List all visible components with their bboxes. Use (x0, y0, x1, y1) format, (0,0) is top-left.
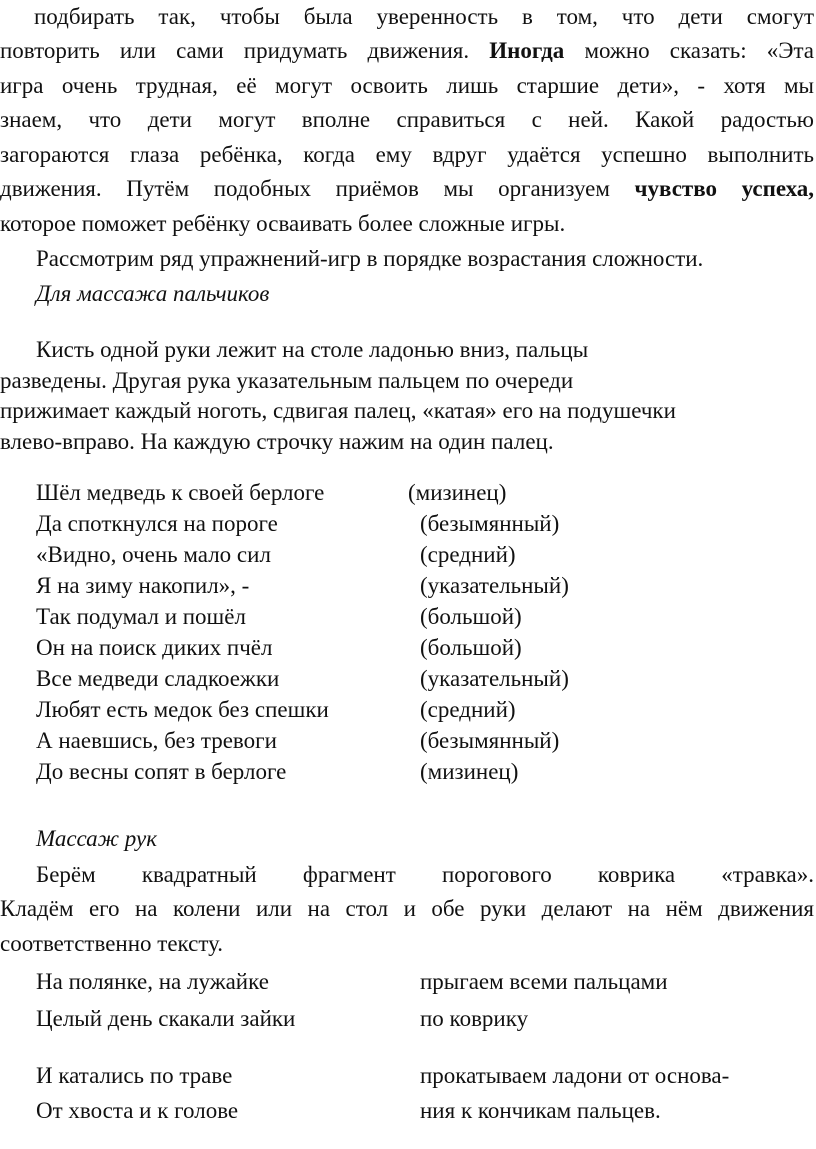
verse-action: ния к кончикам пальцев. (420, 1098, 661, 1123)
poem-finger: (средний) (420, 697, 516, 722)
verse-line: От хвоста и к голове (36, 1098, 239, 1123)
hand-massage-heading: Массаж рук (36, 826, 157, 851)
verse-action: прыгаем всеми пальцами (420, 969, 668, 994)
poem-line: Все медведи сладкоежки (36, 666, 280, 691)
finger-description-line: разведены. Другая рука указательным пальцем по очереди (0, 368, 574, 393)
poem-line: А наевшись, без тревоги (36, 728, 277, 753)
poem-finger: (безымянный) (420, 728, 560, 753)
hand-description-line: Кладём его на колени или на стол и обе руки делают на нём движения (0, 896, 814, 921)
poem-line: Шёл медведь к своей берлоге (36, 480, 325, 505)
poem-line: «Видно, очень мало сил (36, 542, 271, 567)
hand-description-line: соответственно тексту. (0, 931, 224, 956)
poem-line: Он на поиск диких пчёл (36, 635, 273, 660)
finger-description-line: прижимает каждый ноготь, сдвигая палец, «катая» его на подушечки (0, 398, 676, 423)
finger-description-line: Кисть одной руки лежит на столе ладонью вниз, пальцы (36, 337, 589, 362)
emphasis-sometimes: Иногда (489, 38, 565, 63)
consider-line: Рассмотрим ряд упражнений-игр в порядке возрастания сложности. (36, 246, 704, 271)
intro-line-3: игра очень трудная, её могут освоить лишь старшие дети», - хотя мы (0, 73, 814, 98)
emphasis-success: чувство успеха, (634, 176, 815, 201)
poem-finger: (мизинец) (420, 759, 519, 784)
intro-line-7: которое поможет ребёнку осваивать более сложные игры. (0, 211, 566, 236)
poem-finger: (средний) (420, 542, 516, 567)
poem-finger: (указательный) (420, 666, 569, 691)
verse-line: И катались по траве (36, 1063, 233, 1088)
poem-finger: (большой) (420, 604, 522, 629)
poem-line: Так подумал и пошёл (36, 604, 246, 629)
poem-finger: (указательный) (420, 573, 569, 598)
intro-line-2: повторить или сами придумать движения. Иногда можно сказать: «Эта (0, 38, 815, 63)
finger-massage-heading: Для массажа пальчиков (36, 281, 270, 306)
verse-action: прокатываем ладони от основа- (420, 1063, 730, 1088)
intro-line-6: движения. Путём подобных приёмов мы организуем чувство успеха, (0, 176, 815, 201)
poem-line: Да споткнулся на пороге (36, 511, 278, 536)
poem-line: Я на зиму накопил», - (36, 573, 250, 598)
verse-line: На полянке, на лужайке (36, 969, 269, 994)
poem-finger: (большой) (420, 635, 522, 660)
intro-line-5: загораются глаза ребёнка, когда ему вдруг удаётся успешно выполнить (0, 142, 814, 167)
verse-line: Целый день скакали зайки (36, 1006, 296, 1031)
intro-line-4: знаем, что дети могут вполне справиться с ней. Какой радостью (0, 107, 814, 132)
poem-line: До весны сопят в берлоге (36, 759, 287, 784)
poem-finger: (мизинец) (408, 480, 507, 505)
verse-action: по коврику (420, 1006, 529, 1031)
intro-line-1: подбирать так, чтобы была уверенность в том, что дети смогут (34, 4, 814, 29)
poem-line: Любят есть медок без спешки (36, 697, 329, 722)
hand-description-line: Берём квадратный фрагмент порогового коврика «травка». (36, 862, 814, 887)
poem-finger: (безымянный) (420, 511, 560, 536)
finger-description-line: влево-вправо. На каждую строчку нажим на один палец. (0, 429, 554, 454)
